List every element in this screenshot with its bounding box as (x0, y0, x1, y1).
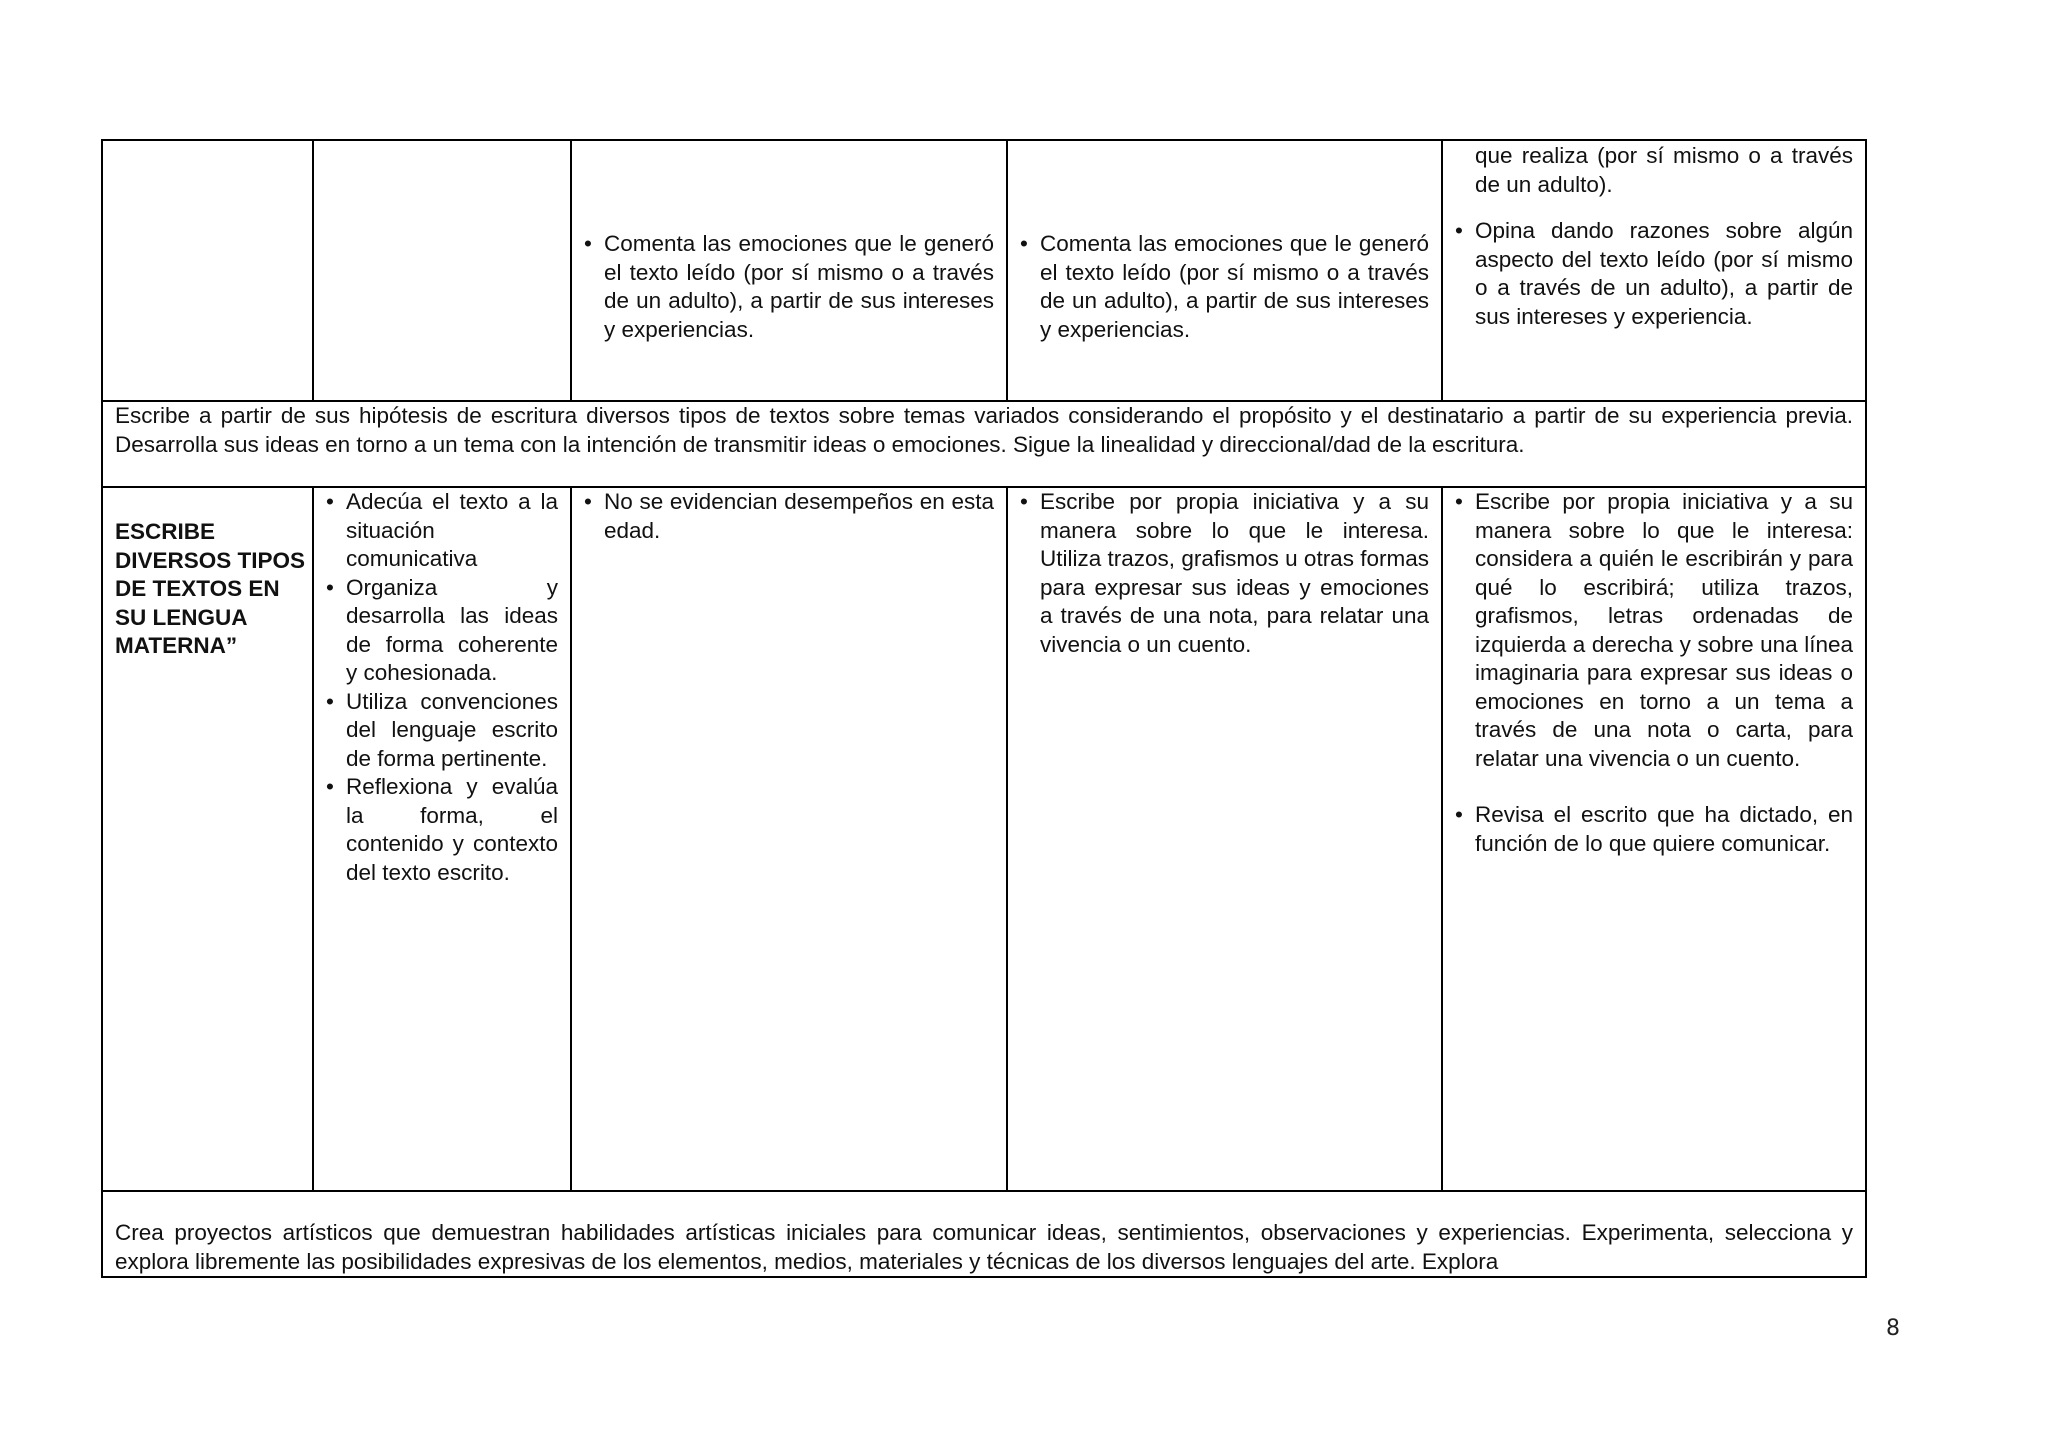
table-cell-capacities-empty (313, 140, 571, 401)
table-cell (1442, 487, 1866, 1191)
bullet-list (1455, 217, 1853, 331)
list-item: • Escribe por propia iniciativa y a su manera sobre lo que le interesa. Utiliza trazos, grafismos u otras formas para expresar sus ideas y emociones a través de una nota, para relatar una vivencia o un cuento. (1020, 488, 1429, 659)
bullet-list (584, 230, 994, 344)
bullet-list (1020, 230, 1429, 344)
list-item: • Comenta las emociones que le generó el texto leído (por sí mismo o a través de un adulto), a partir de sus intereses y experiencias. (1020, 230, 1429, 344)
table-cell (1007, 487, 1442, 1191)
table-row (102, 140, 1866, 401)
table-cell (1442, 140, 1866, 401)
table-row (102, 487, 1866, 1191)
competency-table (101, 139, 1867, 1278)
list-item: • Revisa el escrito que ha dictado, en función de lo que quiere comunicar. (1455, 801, 1853, 858)
list-item: • Opina dando razones sobre algún aspecto del texto leído (por sí mismo o a través de un adulto), a partir de sus intereses y experiencia. (1455, 217, 1853, 331)
table-cell (1007, 140, 1442, 401)
bullet-list (584, 488, 994, 545)
table-cell-capacities (313, 487, 571, 1191)
list-item: • Utiliza convenciones del lenguaje escrito de forma pertinente. (326, 688, 558, 774)
list-item: • Adecúa el texto a la situación comunicativa (326, 488, 558, 574)
competency-title: ESCRIBE DIVERSOS TIPOS DE TEXTOS EN SU LENGUA MATERNA” (115, 519, 306, 658)
bullet-list (1020, 488, 1429, 659)
table-row (102, 401, 1866, 487)
list-item: • Escribe por propia iniciativa y a su manera sobre lo que le interesa: considera a quién le escribirán y para qué lo escribirá; utiliza trazos, grafismos, letras ordenadas de izquierda a derecha y sobre una línea imaginaria para expresar sus ideas o emociones en torno a un tema a través de una nota o carta, para relatar una vivencia o un cuento. (1455, 488, 1853, 773)
competency-description: Escribe a partir de sus hipótesis de escritura diversos tipos de textos sobre temas variados considerando el propósito y el destinatario a partir de su experiencia previa. Desarrolla sus ideas en torno a un tema con la intención de transmitir ideas o emociones. Sigue la linealidad y direccional/dad de la escritura. (115, 403, 1853, 457)
table-cell (571, 487, 1007, 1191)
table-cell-description (102, 1191, 1866, 1277)
continued-text: que realiza (por sí mismo o a través de un adulto). (1475, 143, 1853, 197)
bullet-list (1455, 488, 1853, 858)
capacities-list (326, 488, 558, 887)
table-cell-description (102, 401, 1866, 487)
list-item: • Comenta las emociones que le generó el texto leído (por sí mismo o a través de un adulto), a partir de sus intereses y experiencias. (584, 230, 994, 344)
table-row (102, 1191, 1866, 1277)
page-number: 8 (1886, 1316, 1900, 1341)
list-item: • Organiza y desarrolla las ideas de forma coherente y cohesionada. (326, 574, 558, 688)
list-item: • Reflexiona y evalúa la forma, el contenido y contexto del texto escrito. (326, 773, 558, 887)
competency-description: Crea proyectos artísticos que demuestran habilidades artísticas iniciales para comunicar ideas, sentimientos, observaciones y experiencias. Experimenta, selecciona y explora libremente las posibilidades expresivas de los elementos, medios, materiales y técnicas de los diversos lenguajes del arte. Explora (115, 1220, 1853, 1274)
table-cell-competency-empty (102, 140, 313, 401)
table-cell (571, 140, 1007, 401)
table-cell-competency (102, 487, 313, 1191)
list-item: • No se evidencian desempeños en esta edad. (584, 488, 994, 545)
